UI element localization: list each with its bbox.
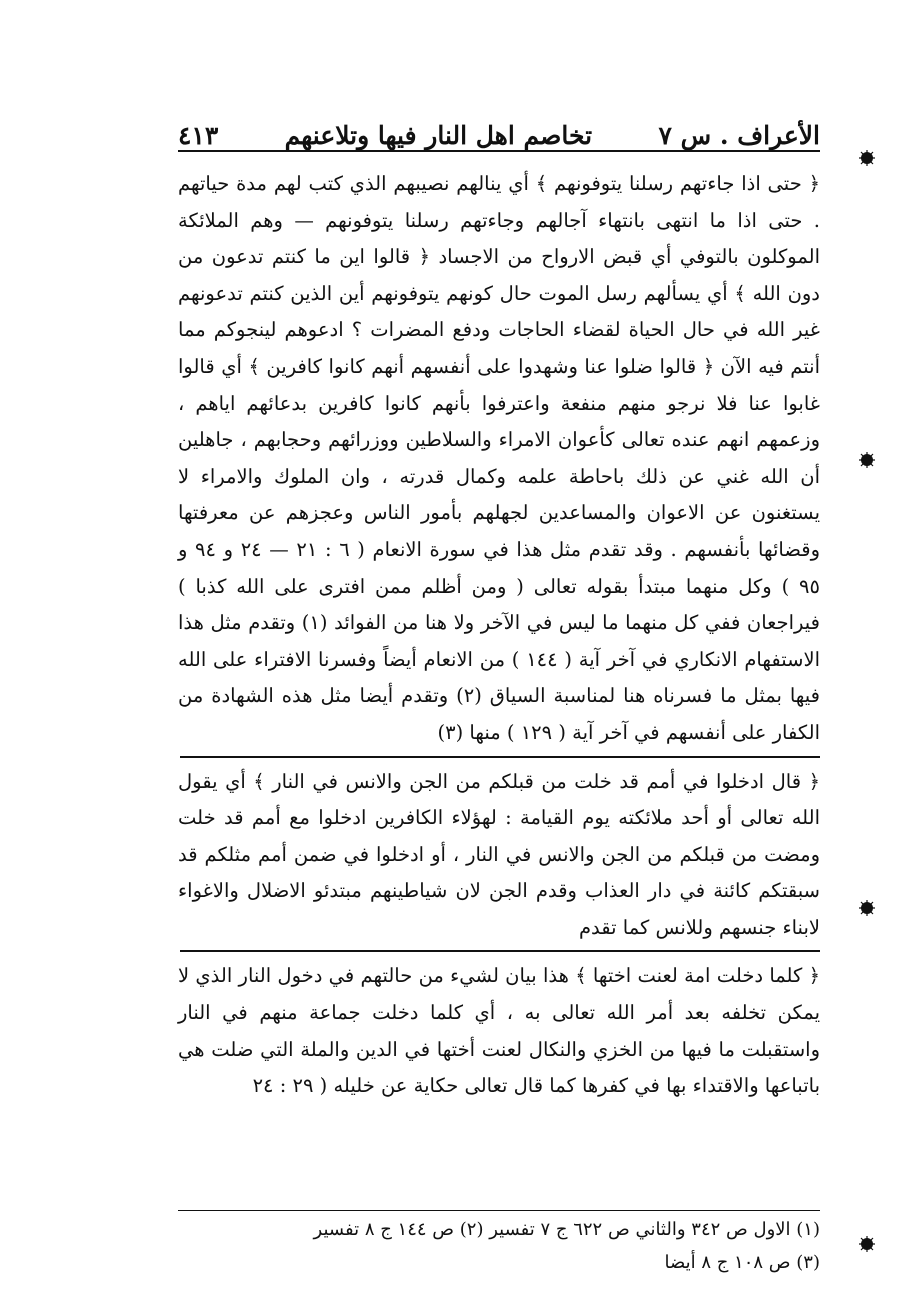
body-text [178,166,820,1105]
page-header [178,104,820,150]
binder-hole-icon [859,150,875,166]
page-number: ٤١٣ [178,121,219,150]
binder-hole-icon [859,900,875,916]
surah-label: الأعراف . س ٧ [658,121,820,150]
paragraph-divider [180,950,820,952]
footnote-line-2: (٣) ص ١٠٨ ج ٨ أيضا [664,1252,820,1273]
paragraph-3: ﴿ كلما دخلت امة لعنت اختها ﴾ هذا بيان لشيء من حالتهم في دخول النار الذي لا يمكن تخلفه بعد أمر الله تعالى به ، أي كلما دخلت جماعة منهم في النار واستقبلت ما فيها من الخزي والنكال لعنت أختها في الدين والملة التي ضلت هي باتباعها والاقتداء بها في كفرها كما قال تعالى حكاية عن خليله ( ٢٩ : ٢٤ [178,964,820,1098]
binder-hole-icon [859,1236,875,1252]
header-rule [178,150,820,152]
footnote-line-1: (١) الاول ص ٣٤٢ والثاني ص ٦٢٢ ج ٧ تفسير (٢) ص ١٤٤ ج ٨ تفسير [313,1219,820,1240]
footnotes [178,1210,820,1279]
paragraph-divider [180,756,820,758]
paragraph-1: ﴿ حتى اذا جاءتهم رسلنا يتوفونهم ﴾ أي ينالهم نصيبهم الذي كتب لهم مدة حياتهم . حتى اذا ما انتهى بانتهاء آجالهم وجاءتهم رسلنا يتوفونهم — وهم الملائكة الموكلون بالتوفي أي قبض الارواح من الاجساد ﴿ قالوا اين ما كنتم تدعون من دون الله ﴾ أي يسألهم رسل الموت حال كونهم يتوفونهم أين الذين كنتم تدعونهم غير الله في حال الحياة لقضاء الحاجات ودفع المضرات ؟ ادعوهم لينجوكم مما أنتم فيه الآن ﴿ قالوا ضلوا عنا وشهدوا على أنفسهم أنهم كانوا كافرين ﴾ أي قالوا غابوا عنا فلا نرجو منهم منفعة واعترفوا بأنهم كانوا كافرين بدعائهم اياهم ، وزعمهم انهم عنده تعالى كأعوان الامراء والسلاطين ووزرائهم وحجابهم ، جاهلين أن الله غني عن ذلك باحاطة علمه وكمال قدرته ، وان الملوك والامراء لا يستغنون عن الاعوان والمساعدين لجهلهم بأمور الناس وعجزهم عن معرفتها وقضائها بأنفسهم . وقد تقدم مثل هذا في سورة الانعام ( ٦ : ٢١ — ٢٤ و ٩٤ و ٩٥ ) وكل منهما مبتدأ بقوله تعالى ( ومن أظلم ممن افترى على الله كذبا ) فيراجعان ففي كل منهما ما ليس في الآخر ولا هنا من الفوائد (١) وتقدم مثل هذا الاستفهام الانكاري في آخر آية ( ١٤٤ ) من الانعام أيضاً وفسرنا الافتراء على الله فيها بمثل ما فسرناه هنا لمناسبة السياق (٢) وتقدم أيضا مثل هذه الشهادة من الكفار على أنفسهم في آخر آية ( ١٢٩ ) منها (٣) [178,172,820,744]
page-topic-title: تخاصم اهل النار فيها وتلاعنهم [284,121,593,150]
paragraph-2: ﴿ قال ادخلوا في أمم قد خلت من قبلكم من الجن والانس في النار ﴾ أي يقول الله تعالى أو أحد ملائكته يوم القيامة : لهؤلاء الكافرين ادخلوا مع أمم قد خلت ومضت من قبلكم من الجن والانس في النار ، أو ادخلوا في ضمن أمم مثلكم قد سبقتكم كائنة في دار العذاب وقدم الجن لان شياطينهم مبتدئو الاضلال والاغواء لابناء جنسهم وللانس كما تقدم [178,769,820,939]
binder-hole-icon [859,452,875,468]
